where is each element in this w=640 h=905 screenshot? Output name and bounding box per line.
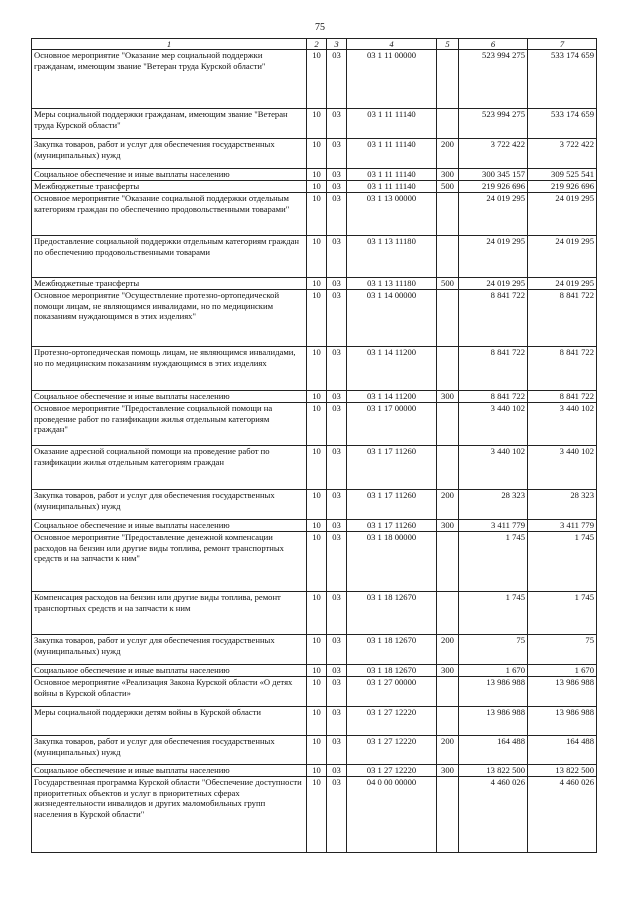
cell-amount-year-1: 28 323 [459,490,528,520]
cell-target-article: 03 1 11 00000 [347,50,437,109]
table-row [32,777,597,853]
cell-amount-year-2: 24 019 295 [528,236,597,278]
cell-expense-type: 300 [437,665,459,677]
table-row [32,193,597,236]
cell-target-article: 03 1 14 00000 [347,290,437,347]
cell-section: 10 [307,677,327,707]
cell-expense-type [437,707,459,736]
cell-expense-type: 200 [437,635,459,665]
column-number: 7 [528,39,597,50]
cell-description: Закупка товаров, работ и услуг для обеспечения государственных (муниципальных) нужд [32,490,307,520]
cell-expense-type: 200 [437,736,459,765]
cell-amount-year-2: 1 745 [528,532,597,592]
cell-expense-type [437,403,459,446]
cell-amount-year-2: 309 525 541 [528,169,597,181]
cell-target-article: 03 1 18 12670 [347,635,437,665]
cell-expense-type: 300 [437,520,459,532]
cell-description: Социальное обеспечение и иные выплаты населению [32,520,307,532]
cell-amount-year-2: 164 488 [528,736,597,765]
cell-amount-year-1: 24 019 295 [459,236,528,278]
cell-subsection: 03 [327,665,347,677]
cell-expense-type: 200 [437,490,459,520]
cell-expense-type [437,677,459,707]
cell-description: Межбюджетные трансферты [32,181,307,193]
table-row [32,446,597,490]
cell-target-article: 03 1 14 11200 [347,391,437,403]
cell-amount-year-1: 24 019 295 [459,193,528,236]
cell-amount-year-1: 8 841 722 [459,290,528,347]
cell-section: 10 [307,139,327,169]
cell-target-article: 04 0 00 00000 [347,777,437,853]
cell-amount-year-1: 8 841 722 [459,391,528,403]
cell-amount-year-2: 3 440 102 [528,446,597,490]
table-row [32,635,597,665]
cell-section: 10 [307,490,327,520]
table-row [32,765,597,777]
cell-expense-type: 500 [437,181,459,193]
cell-expense-type [437,50,459,109]
cell-amount-year-2: 1 670 [528,665,597,677]
cell-expense-type [437,592,459,635]
cell-section: 10 [307,193,327,236]
cell-subsection: 03 [327,193,347,236]
cell-expense-type [437,109,459,139]
table-row [32,736,597,765]
cell-subsection: 03 [327,707,347,736]
page-number: 75 [315,22,325,33]
cell-section: 10 [307,236,327,278]
cell-target-article: 03 1 27 12220 [347,765,437,777]
cell-target-article: 03 1 11 11140 [347,169,437,181]
cell-target-article: 03 1 17 11260 [347,490,437,520]
cell-amount-year-2: 533 174 659 [528,50,597,109]
table-row [32,50,597,109]
cell-target-article: 03 1 18 00000 [347,532,437,592]
cell-amount-year-2: 219 926 696 [528,181,597,193]
table-row [32,677,597,707]
cell-description: Закупка товаров, работ и услуг для обеспечения государственных (муниципальных) нужд [32,635,307,665]
cell-amount-year-1: 1 670 [459,665,528,677]
cell-subsection: 03 [327,520,347,532]
cell-section: 10 [307,446,327,490]
cell-amount-year-1: 75 [459,635,528,665]
table-row [32,592,597,635]
column-number: 6 [459,39,528,50]
cell-amount-year-2: 13 986 988 [528,707,597,736]
cell-section: 10 [307,520,327,532]
cell-description: Социальное обеспечение и иные выплаты населению [32,391,307,403]
cell-subsection: 03 [327,446,347,490]
cell-amount-year-2: 8 841 722 [528,391,597,403]
cell-subsection: 03 [327,391,347,403]
cell-target-article: 03 1 13 11180 [347,278,437,290]
cell-amount-year-2: 24 019 295 [528,193,597,236]
table-row [32,181,597,193]
table-row [32,391,597,403]
budget-table [31,38,597,853]
table-row [32,109,597,139]
cell-amount-year-2: 13 822 500 [528,765,597,777]
cell-target-article: 03 1 27 00000 [347,677,437,707]
cell-subsection: 03 [327,50,347,109]
cell-amount-year-2: 3 411 779 [528,520,597,532]
column-number: 1 [32,39,307,50]
cell-section: 10 [307,765,327,777]
cell-subsection: 03 [327,169,347,181]
cell-target-article: 03 1 27 12220 [347,736,437,765]
cell-amount-year-1: 4 460 026 [459,777,528,853]
cell-description: Основное мероприятие "Предоставление социальной помощи на проведение работ по газификации жилья отдельным категориям граждан" [32,403,307,446]
cell-subsection: 03 [327,635,347,665]
cell-description: Предоставление социальной поддержки отдельным категориям граждан по обеспечению продовольственными товарами [32,236,307,278]
cell-subsection: 03 [327,532,347,592]
cell-expense-type [437,347,459,391]
cell-section: 10 [307,109,327,139]
cell-section: 10 [307,50,327,109]
cell-description: Межбюджетные трансферты [32,278,307,290]
cell-expense-type: 300 [437,169,459,181]
cell-description: Протезно-ортопедическая помощь лицам, не являющимся инвалидами, но по медицинским показаниям нуждающимся в этих изделиях [32,347,307,391]
table-row [32,403,597,446]
column-number-row [32,39,597,50]
cell-expense-type: 300 [437,765,459,777]
cell-amount-year-2: 13 986 988 [528,677,597,707]
cell-amount-year-2: 1 745 [528,592,597,635]
cell-expense-type [437,193,459,236]
cell-expense-type: 300 [437,391,459,403]
cell-description: Социальное обеспечение и иные выплаты населению [32,765,307,777]
cell-subsection: 03 [327,109,347,139]
cell-expense-type [437,236,459,278]
cell-target-article: 03 1 11 11140 [347,139,437,169]
cell-amount-year-2: 24 019 295 [528,278,597,290]
cell-amount-year-1: 1 745 [459,532,528,592]
cell-amount-year-2: 533 174 659 [528,109,597,139]
cell-subsection: 03 [327,181,347,193]
table-row [32,665,597,677]
cell-amount-year-1: 13 822 500 [459,765,528,777]
cell-subsection: 03 [327,347,347,391]
cell-description: Основное мероприятие "Предоставление денежной компенсации расходов на бензин или другие виды топлива, ремонт транспортных средств и на запчасти к ним" [32,532,307,592]
cell-description: Меры социальной поддержки гражданам, имеющим звание "Ветеран труда Курской области" [32,109,307,139]
table-row [32,707,597,736]
cell-amount-year-1: 3 722 422 [459,139,528,169]
cell-amount-year-1: 164 488 [459,736,528,765]
cell-section: 10 [307,635,327,665]
cell-amount-year-1: 13 986 988 [459,677,528,707]
cell-subsection: 03 [327,403,347,446]
cell-description: Государственная программа Курской области "Обеспечение доступности приоритетных объектов и услуг в приоритетных сферах жизнедеятельности инвалидов и других маломобильных групп населения в Курской области" [32,777,307,853]
cell-section: 10 [307,532,327,592]
cell-section: 10 [307,391,327,403]
cell-expense-type: 200 [437,139,459,169]
cell-subsection: 03 [327,236,347,278]
cell-section: 10 [307,278,327,290]
table-row [32,169,597,181]
table-row [32,236,597,278]
cell-description: Оказание адресной социальной помощи на проведение работ по газификации жилья отдельным категориям граждан [32,446,307,490]
cell-target-article: 03 1 13 00000 [347,193,437,236]
cell-expense-type [437,777,459,853]
cell-subsection: 03 [327,736,347,765]
cell-amount-year-2: 75 [528,635,597,665]
column-number: 5 [437,39,459,50]
cell-subsection: 03 [327,490,347,520]
cell-target-article: 03 1 18 12670 [347,665,437,677]
column-number: 2 [307,39,327,50]
cell-amount-year-2: 8 841 722 [528,290,597,347]
cell-description: Социальное обеспечение и иные выплаты населению [32,169,307,181]
cell-section: 10 [307,347,327,391]
cell-amount-year-1: 3 440 102 [459,403,528,446]
cell-expense-type [437,446,459,490]
cell-amount-year-1: 219 926 696 [459,181,528,193]
cell-description: Основное мероприятие "Оказание социальной поддержки отдельным категориям граждан по обеспечению продовольственными товарами" [32,193,307,236]
cell-amount-year-1: 24 019 295 [459,278,528,290]
cell-description: Закупка товаров, работ и услуг для обеспечения государственных (муниципальных) нужд [32,139,307,169]
cell-amount-year-1: 3 440 102 [459,446,528,490]
cell-description: Основное мероприятие "Оказание мер социальной поддержки гражданам, имеющим звание "Ветеран труда Курской области" [32,50,307,109]
cell-expense-type: 500 [437,278,459,290]
cell-description: Компенсация расходов на бензин или другие виды топлива, ремонт транспортных средств и на запчасти к ним [32,592,307,635]
cell-amount-year-1: 8 841 722 [459,347,528,391]
cell-amount-year-1: 523 994 275 [459,50,528,109]
cell-amount-year-1: 523 994 275 [459,109,528,139]
cell-section: 10 [307,665,327,677]
table-row [32,290,597,347]
column-number: 4 [347,39,437,50]
cell-subsection: 03 [327,290,347,347]
cell-target-article: 03 1 14 11200 [347,347,437,391]
cell-amount-year-2: 3 722 422 [528,139,597,169]
cell-section: 10 [307,707,327,736]
cell-amount-year-2: 4 460 026 [528,777,597,853]
cell-target-article: 03 1 17 00000 [347,403,437,446]
cell-amount-year-1: 1 745 [459,592,528,635]
cell-target-article: 03 1 27 12220 [347,707,437,736]
cell-section: 10 [307,777,327,853]
cell-subsection: 03 [327,139,347,169]
cell-subsection: 03 [327,278,347,290]
cell-description: Социальное обеспечение и иные выплаты населению [32,665,307,677]
cell-description: Основное мероприятие "Осуществление протезно-ортопедической помощи лицам, не являющимся инвалидами, но по медицинским показаниям нуждающимся в этих изделиях" [32,290,307,347]
cell-section: 10 [307,736,327,765]
table-row [32,347,597,391]
cell-target-article: 03 1 17 11260 [347,446,437,490]
table-row [32,490,597,520]
cell-subsection: 03 [327,777,347,853]
cell-section: 10 [307,181,327,193]
cell-amount-year-1: 300 345 157 [459,169,528,181]
cell-target-article: 03 1 18 12670 [347,592,437,635]
table-row [32,139,597,169]
cell-target-article: 03 1 17 11260 [347,520,437,532]
cell-target-article: 03 1 11 11140 [347,109,437,139]
cell-description: Основное мероприятие «Реализация Закона Курской области «О детях войны в Курской области» [32,677,307,707]
cell-target-article: 03 1 13 11180 [347,236,437,278]
table-row [32,520,597,532]
cell-description: Меры социальной поддержки детям войны в Курской области [32,707,307,736]
cell-section: 10 [307,290,327,347]
cell-amount-year-1: 13 986 988 [459,707,528,736]
column-number: 3 [327,39,347,50]
table-row [32,278,597,290]
table-row [32,532,597,592]
cell-subsection: 03 [327,765,347,777]
cell-expense-type [437,532,459,592]
cell-amount-year-1: 3 411 779 [459,520,528,532]
cell-target-article: 03 1 11 11140 [347,181,437,193]
cell-subsection: 03 [327,592,347,635]
cell-section: 10 [307,592,327,635]
cell-amount-year-2: 28 323 [528,490,597,520]
cell-section: 10 [307,169,327,181]
cell-expense-type [437,290,459,347]
cell-amount-year-2: 8 841 722 [528,347,597,391]
cell-amount-year-2: 3 440 102 [528,403,597,446]
cell-description: Закупка товаров, работ и услуг для обеспечения государственных (муниципальных) нужд [32,736,307,765]
cell-subsection: 03 [327,677,347,707]
cell-section: 10 [307,403,327,446]
